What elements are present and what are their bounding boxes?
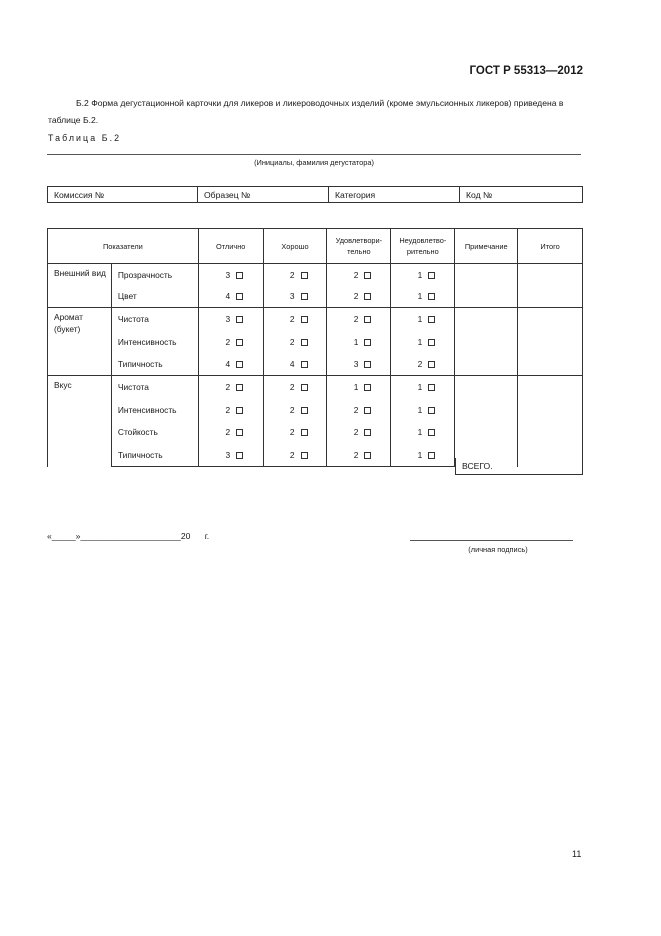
checkbox[interactable] <box>301 339 308 346</box>
score-value: 2 <box>289 382 295 393</box>
score-value: 1 <box>417 427 423 437</box>
indicator-name: Интенсивность <box>111 399 198 421</box>
checkbox[interactable] <box>428 293 435 300</box>
checkbox[interactable] <box>428 272 435 279</box>
indicator-group: Внешний вид <box>48 264 112 308</box>
score-cell <box>391 421 455 444</box>
score-cell <box>263 331 327 353</box>
score-cell <box>327 376 391 399</box>
score-cell <box>391 331 455 353</box>
score-cell <box>198 376 263 399</box>
score-cell <box>327 421 391 444</box>
score-value: 1 <box>417 449 423 460</box>
score-value: 2 <box>353 427 359 437</box>
checkbox[interactable] <box>236 316 243 323</box>
score-value: 2 <box>353 449 359 460</box>
score-value: 1 <box>417 382 423 393</box>
header-satisfactory: Удовлетвори- тельно <box>327 229 391 264</box>
checkbox[interactable] <box>428 452 435 459</box>
score-value: 1 <box>353 382 359 393</box>
score-cell <box>391 399 455 421</box>
total-cell: ВСЕГО. <box>455 458 583 475</box>
score-value: 2 <box>353 269 359 280</box>
score-cell <box>391 353 455 376</box>
score-value: 2 <box>353 404 359 415</box>
sample-field: Образец № <box>198 187 329 203</box>
checkbox[interactable] <box>301 293 308 300</box>
score-value: 2 <box>353 314 359 325</box>
score-value: 1 <box>417 404 423 415</box>
table-row <box>48 376 583 399</box>
checkbox[interactable] <box>428 429 435 436</box>
header-total: Итого <box>518 229 583 264</box>
score-cell <box>263 353 327 376</box>
header-note: Примечание <box>455 229 518 264</box>
category-field: Категория <box>329 187 460 203</box>
score-value: 1 <box>417 314 423 325</box>
checkbox[interactable] <box>236 361 243 368</box>
indicator-name: Интенсивность <box>111 331 198 353</box>
checkbox[interactable] <box>364 339 371 346</box>
indicator-name: Прозрачность <box>111 264 198 286</box>
score-cell <box>327 399 391 421</box>
score-value: 2 <box>417 358 423 369</box>
score-value: 3 <box>289 291 295 302</box>
score-cell <box>198 353 263 376</box>
checkbox[interactable] <box>428 384 435 391</box>
score-cell <box>391 308 455 331</box>
page-number: 11 <box>572 849 582 859</box>
score-cell <box>327 286 391 308</box>
note-cell[interactable] <box>455 264 518 308</box>
score-value: 3 <box>353 358 359 369</box>
header-unsatisfactory: Неудовлетво- рительно <box>391 229 455 264</box>
date-line: «_____»_____________________20 г. <box>47 531 210 541</box>
score-value: 4 <box>289 358 295 369</box>
checkbox[interactable] <box>236 293 243 300</box>
checkbox[interactable] <box>364 407 371 414</box>
checkbox[interactable] <box>236 452 243 459</box>
note-cell[interactable] <box>455 308 518 376</box>
score-value: 1 <box>417 269 423 280</box>
checkbox[interactable] <box>301 384 308 391</box>
score-cell <box>198 331 263 353</box>
code-field: Код № <box>460 187 583 203</box>
score-table-header <box>48 229 583 264</box>
checkbox[interactable] <box>236 407 243 414</box>
indicator-name: Типичность <box>111 444 198 467</box>
score-cell <box>198 308 263 331</box>
score-value: 2 <box>225 382 231 393</box>
checkbox[interactable] <box>301 452 308 459</box>
checkbox[interactable] <box>301 407 308 414</box>
score-cell <box>198 444 263 467</box>
score-value: 1 <box>417 291 423 302</box>
score-value: 4 <box>225 358 231 369</box>
score-cell <box>391 376 455 399</box>
checkbox[interactable] <box>236 429 243 436</box>
indicator-name: Типичность <box>111 353 198 376</box>
score-value: 2 <box>289 449 295 460</box>
score-cell <box>327 331 391 353</box>
score-cell <box>391 444 455 467</box>
score-value: 3 <box>225 449 231 460</box>
checkbox[interactable] <box>364 429 371 436</box>
score-cell <box>198 264 263 286</box>
score-cell <box>327 444 391 467</box>
score-cell <box>327 264 391 286</box>
indicator-group: Аромат (букет) <box>48 308 112 376</box>
note-cell[interactable] <box>455 376 518 467</box>
tasting-score-table <box>47 228 583 467</box>
taster-name-line <box>47 154 581 155</box>
score-value: 3 <box>225 314 231 325</box>
table-label: Таблица Б.2 <box>48 133 122 143</box>
score-value: 2 <box>225 427 231 437</box>
intro-paragraph: Б.2 Форма дегустационной карточки для ликеров и ликероводочных изделий (кроме эмульсионных ликеров) приведена в таблице Б.2. <box>48 98 564 125</box>
score-cell <box>263 264 327 286</box>
score-cell <box>198 399 263 421</box>
header-indicators: Показатели <box>48 229 199 264</box>
score-value: 2 <box>353 291 359 302</box>
score-value: 4 <box>225 291 231 302</box>
header-excellent: Отлично <box>198 229 263 264</box>
checkbox[interactable] <box>364 293 371 300</box>
indicator-name: Стойкость <box>111 421 198 444</box>
score-cell <box>327 353 391 376</box>
checkbox[interactable] <box>301 361 308 368</box>
total-score-cell[interactable] <box>518 376 583 467</box>
score-value: 3 <box>225 269 231 280</box>
checkbox[interactable] <box>301 272 308 279</box>
checkbox[interactable] <box>364 272 371 279</box>
signature-caption: (личная подпись) <box>468 545 528 554</box>
indicator-name: Чистота <box>111 308 198 331</box>
score-value: 1 <box>417 336 423 347</box>
total-score-cell[interactable] <box>518 308 583 376</box>
score-cell <box>263 286 327 308</box>
score-value: 2 <box>289 336 295 347</box>
checkbox[interactable] <box>364 361 371 368</box>
checkbox[interactable] <box>364 384 371 391</box>
indicator-name: Чистота <box>111 376 198 399</box>
indicator-name: Цвет <box>111 286 198 308</box>
checkbox[interactable] <box>428 361 435 368</box>
header-good: Хорошо <box>263 229 327 264</box>
score-cell <box>327 308 391 331</box>
score-cell <box>263 308 327 331</box>
score-value: 2 <box>289 404 295 415</box>
checkbox[interactable] <box>364 452 371 459</box>
indicator-group: Вкус <box>48 376 112 467</box>
checkbox[interactable] <box>301 429 308 436</box>
score-cell <box>263 444 327 467</box>
score-value: 2 <box>289 314 295 325</box>
score-cell <box>263 376 327 399</box>
checkbox[interactable] <box>236 339 243 346</box>
signature-line <box>410 540 573 541</box>
checkbox[interactable] <box>428 316 435 323</box>
checkbox[interactable] <box>236 272 243 279</box>
table-row <box>48 308 583 331</box>
sample-info-table <box>47 186 583 203</box>
score-value: 1 <box>353 336 359 347</box>
score-cell <box>198 421 263 444</box>
taster-caption: (Инициалы, фамилия дегустатора) <box>254 158 374 167</box>
total-score-cell[interactable] <box>518 264 583 308</box>
score-cell <box>263 399 327 421</box>
score-value: 2 <box>225 336 231 347</box>
checkbox[interactable] <box>236 384 243 391</box>
score-value: 2 <box>225 404 231 415</box>
score-cell <box>198 286 263 308</box>
score-value: 2 <box>289 427 295 437</box>
checkbox[interactable] <box>428 407 435 414</box>
document-code: ГОСТ Р 55313—2012 <box>469 65 583 77</box>
checkbox[interactable] <box>301 316 308 323</box>
score-cell <box>263 421 327 444</box>
table-row <box>48 264 583 286</box>
score-value: 2 <box>289 269 295 280</box>
score-cell <box>391 286 455 308</box>
checkbox[interactable] <box>364 316 371 323</box>
score-cell <box>391 264 455 286</box>
commission-field: Комиссия № <box>48 187 198 203</box>
checkbox[interactable] <box>428 339 435 346</box>
